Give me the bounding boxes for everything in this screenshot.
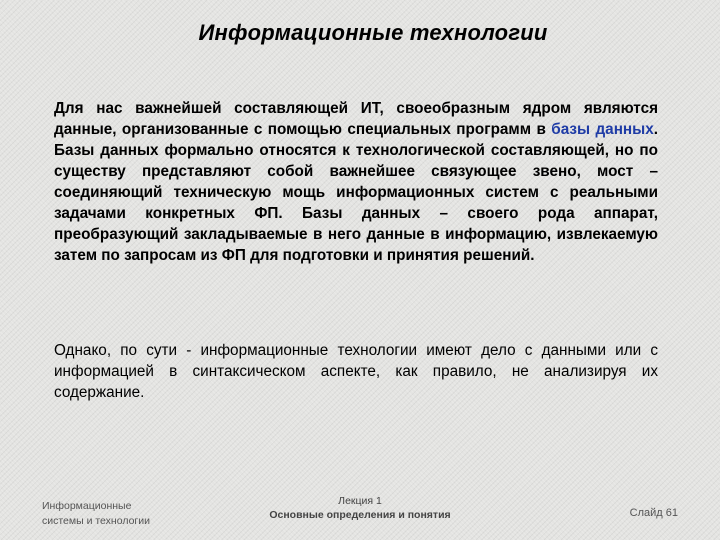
- paragraph-main-start: Для нас важнейшей составляющей ИТ, своеобразным ядром являются данные, организованные с помощью специальных программ в: [54, 100, 658, 138]
- databases-highlight: базы данных: [551, 121, 654, 138]
- footer-lecture-topic: Основные определения и понятия: [269, 509, 451, 521]
- paragraph-secondary: Однако, по сути - информационные технологии имеют дело с данными или с информацией в синтаксическом аспекте, как правило, не анализируя их содержание.: [54, 342, 658, 401]
- footer-course: [42, 499, 182, 529]
- footer-course-line1: Информационные: [42, 500, 132, 512]
- slide-title: [0, 20, 720, 46]
- slide-title-text: Информационные технологии: [198, 20, 548, 45]
- footer-course-line2: системы и технологии: [42, 515, 150, 527]
- footer-lecture-number: Лекция 1: [338, 495, 382, 507]
- paragraph-main: [54, 98, 658, 266]
- paragraph-main-end: . Базы данных формально относятся к технологической составляющей, но по существу представляют собой важнейшее связующее звено, мост – соединяющий техническую мощь информационных систем с реальными задачами конкретных ФП. Базы данных – своего рода аппарат, преобразующий закладываемые в него данные в информацию, извлекаемую затем по запросам из ФП для подготовки и принятия решений.: [54, 121, 658, 264]
- slide-number: Слайд 61: [629, 507, 678, 519]
- footer-lecture: [240, 494, 480, 522]
